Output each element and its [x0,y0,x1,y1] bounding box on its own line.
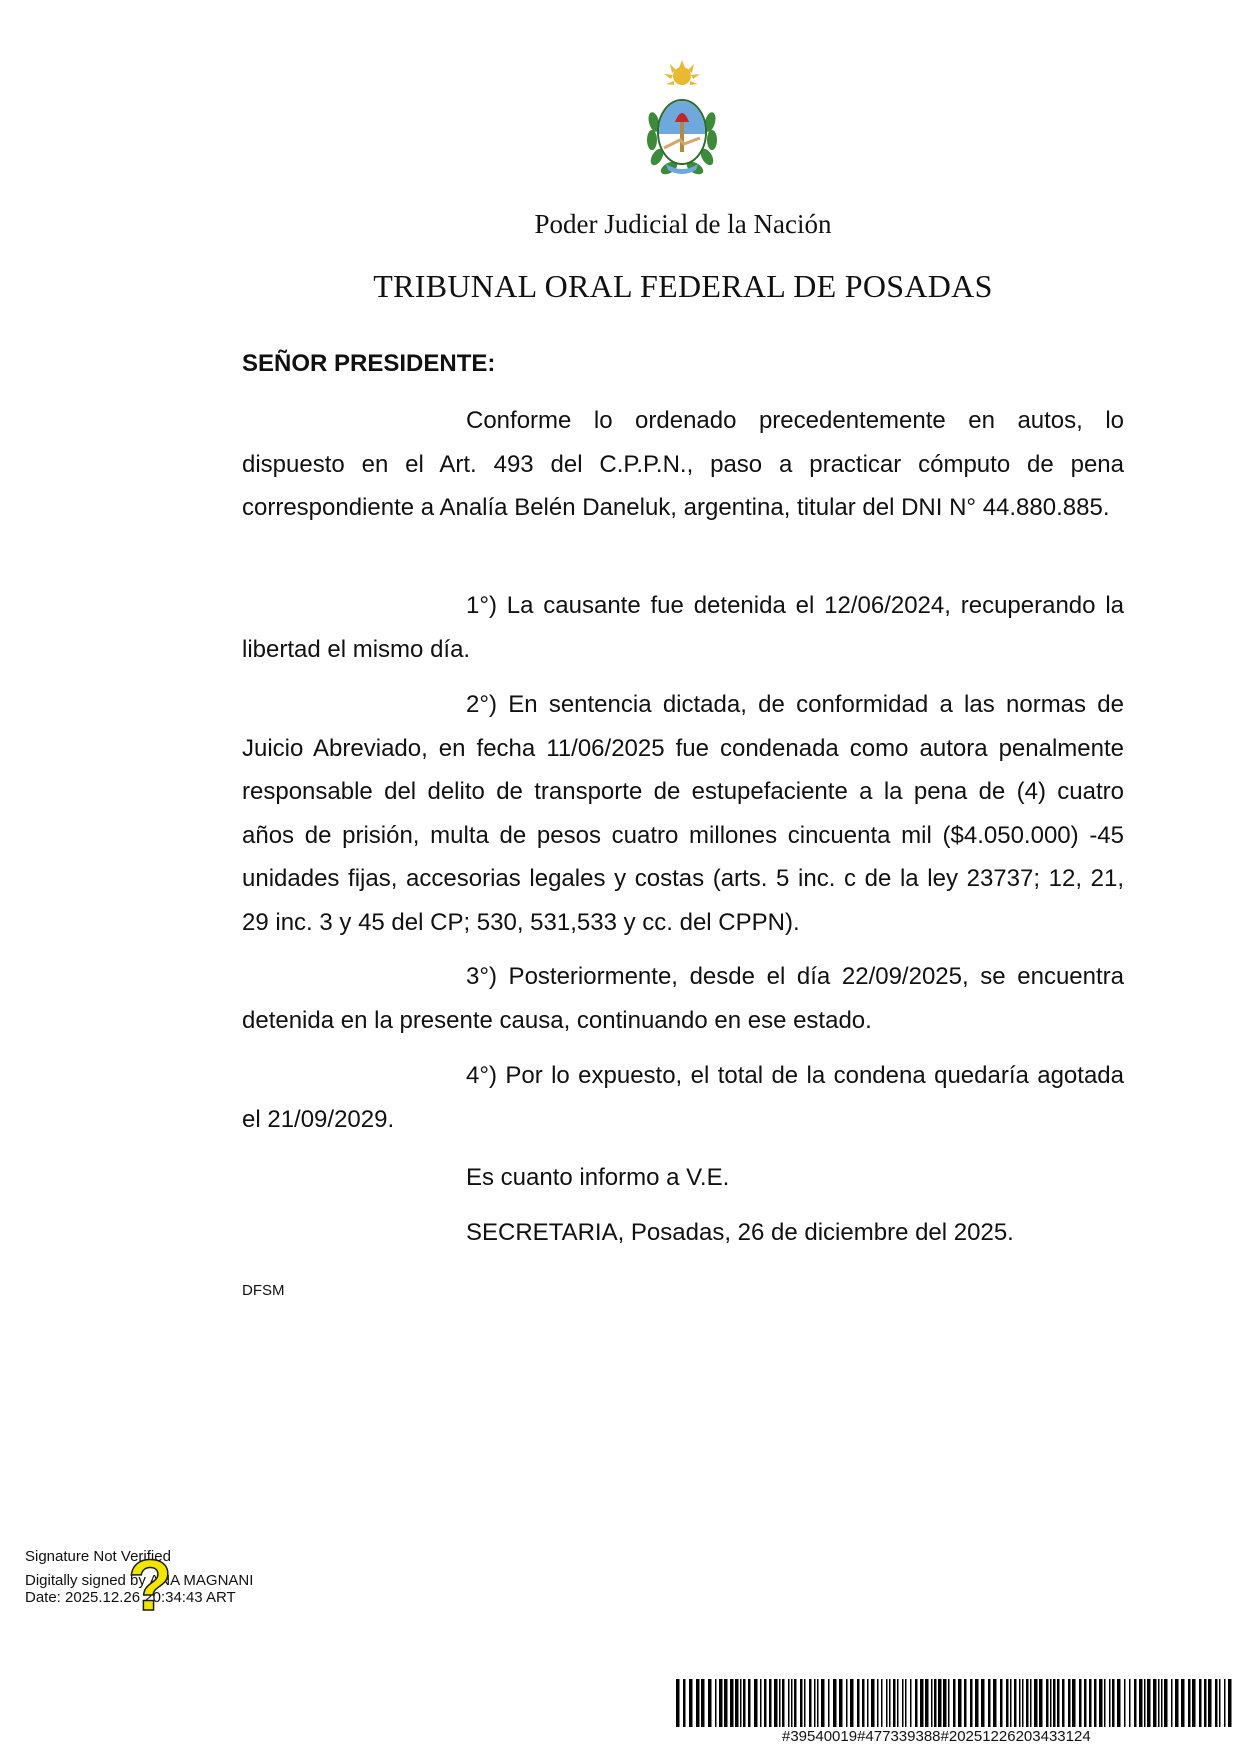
salutation: SEÑOR PRESIDENTE: [242,350,496,377]
signature-date: Date: 2025.12.26 20:34:43 ART [25,1589,236,1606]
barcode-bar [1181,1679,1185,1727]
barcode-bar [1099,1679,1103,1727]
barcode-bar [708,1679,712,1727]
barcode-bar [1022,1679,1024,1727]
barcode-bar [1124,1679,1126,1727]
signature-status: Signature Not Verified [25,1548,171,1565]
barcode-bar [1034,1679,1038,1727]
institution-name: Poder Judicial de la Nación [534,209,832,239]
barcode-bar [938,1679,942,1727]
barcode-bar [828,1679,830,1727]
signature-signer: Digitally signed by ANA MAGNANI [25,1572,254,1589]
barcode-bar [975,1679,979,1727]
barcode-bar [782,1679,785,1727]
barcode-bar [839,1679,843,1727]
barcode-bar [1094,1679,1097,1727]
barcode-bar [867,1679,869,1727]
paragraph-intro: Conforme lo ordenado precedentemente en autos, lo dispuesto en el Art. 493 del C.P.P.N., paso a practicar cómputo de pena correspondiente a Analía Belén Daneluk, argentina, titular del DNI N° 44.880.885. [242,407,1124,521]
barcode-bar [1153,1679,1157,1727]
barcode-bar [1228,1679,1232,1727]
barcode-bar [1062,1679,1065,1727]
barcode-text: #39540019#477339388#20251226203433124 [782,1728,1091,1745]
barcode-bar [1089,1679,1092,1727]
barcode-bar [920,1679,924,1727]
court-name: TRIBUNAL ORAL FEDERAL DE POSADAS [373,268,993,304]
barcode-bar [1046,1679,1049,1727]
barcode-bar [1068,1679,1071,1727]
barcode-bar [943,1679,947,1727]
barcode-bar [748,1679,751,1727]
barcode-bar [696,1679,700,1727]
barcode-bar [981,1679,985,1727]
barcode-bar [1050,1679,1052,1727]
barcode-bar [964,1679,967,1727]
barcode-bar [1039,1679,1043,1727]
barcode-bar [1219,1679,1221,1727]
barcode-bar [1010,1679,1012,1727]
barcode-bar [730,1679,734,1727]
barcode-bar [1129,1679,1131,1727]
barcode-bar [791,1679,793,1727]
barcode-bar [735,1679,739,1727]
barcode-bar [764,1679,767,1727]
barcode-bar [1104,1679,1106,1727]
barcode-bar [676,1679,680,1727]
barcode-bar [993,1679,997,1727]
barcode-bar [774,1679,778,1727]
barcode-bar [970,1679,973,1727]
barcode-bar [1215,1679,1218,1727]
barcode-bar [1019,1679,1021,1727]
barcode-bar [1224,1679,1226,1727]
barcode-bar [1134,1679,1137,1727]
barcode-bar [1204,1679,1207,1727]
barcode-bar [743,1679,746,1727]
barcode-bar [1192,1679,1196,1727]
barcode-bar [833,1679,837,1727]
barcode-bar [905,1679,907,1727]
barcode-bar [902,1679,904,1727]
barcode-bar [1109,1679,1111,1727]
barcode-bar [1139,1679,1143,1727]
barcode-bar [683,1679,686,1727]
barcode-bar [1171,1679,1173,1727]
barcode-bar [871,1679,875,1727]
barcode-bar [850,1679,854,1727]
barcode-bar [1188,1679,1191,1727]
barcode-bar [958,1679,962,1727]
barcode-bar [862,1679,865,1727]
barcode-bar [719,1679,723,1727]
paragraph-4: 4°) Por lo expuesto, el total de la condena quedaría agotada el 21/09/2029. [242,1062,1124,1133]
barcode-bar [1208,1679,1212,1727]
barcode-bar [1057,1679,1060,1727]
barcode-bar [1072,1679,1076,1727]
paragraph-1: 1°) La causante fue detenida el 12/06/2024, recuperando la libertad el mismo día. [242,592,1124,663]
barcode-bar [779,1679,781,1727]
barcode-bar [877,1679,879,1727]
paragraph-3: 3°) Posteriormente, desde el día 22/09/2025, se encuentra detenida en la presente causa, continuando en ese estado. [242,963,1124,1034]
closing-line: Es cuanto informo a V.E. [466,1164,730,1191]
argentine-coat-of-arms-icon [644,60,720,178]
barcode-bar [769,1679,772,1727]
barcode-bar [821,1679,825,1727]
barcode-bar [1014,1679,1017,1727]
svg-text:?: ? [128,1548,172,1618]
barcode-bar [1199,1679,1202,1727]
barcode-bar [925,1679,929,1727]
barcode-bar [817,1679,819,1727]
barcode-bar [897,1679,899,1727]
barcode-bar [931,1679,933,1727]
barcode-bar [948,1679,950,1727]
barcode-bar [1053,1679,1056,1727]
barcode-bar [857,1679,860,1727]
barcode-bar [1175,1679,1179,1727]
barcode-bar [846,1679,848,1727]
barcode-bar [1006,1679,1009,1727]
barcode-bar [715,1679,717,1727]
barcode-bar [1030,1679,1032,1727]
barcode-icon [674,1679,1234,1727]
barcode-bar [953,1679,956,1727]
barcode-bar [1084,1679,1087,1727]
barcode-bar [1026,1679,1029,1727]
barcode-bar [760,1679,762,1727]
barcode-bar [934,1679,937,1727]
place-date: SECRETARIA, Posadas, 26 de diciembre del 2025. [466,1219,1014,1246]
barcode-bar [889,1679,891,1727]
barcode-bar [689,1679,693,1727]
barcode-bar [881,1679,883,1727]
barcode-bar [809,1679,812,1727]
barcode-bar [701,1679,705,1727]
paragraph-2: 2°) En sentencia dictada, de conformidad a las normas de Juicio Abreviado, en fecha 11/06/2025 fue condenada como autora penalmente responsable del delito de transporte de estupefaciente a la pena de (4) cuatro años de prisión, multa de pesos cuatro millones cincuenta mil ($4.050.000) -45 unidades fijas, accesorias legales y costas (arts. 5 inc. c de la ley 23737; 12, 21, 29 inc. 3 y 45 del CP; 530, 531,533 y cc. del CPPN). [242,691,1124,936]
barcode-bar [1144,1679,1146,1727]
barcode-bar [1112,1679,1115,1727]
barcode-bar [1117,1679,1121,1727]
barcode-bar [1161,1679,1163,1727]
barcode-bar [804,1679,806,1727]
barcode-bar [814,1679,816,1727]
barcode-bar [1000,1679,1003,1727]
barcode-bar [740,1679,742,1727]
barcode-bar [1079,1679,1082,1727]
barcode-bar [788,1679,790,1727]
barcode-bar [988,1679,991,1727]
barcode-bar [915,1679,918,1727]
barcode-bar [754,1679,758,1727]
barcode-bar [1158,1679,1160,1727]
author-initials: DFSM [242,1282,285,1299]
barcode-bar [800,1679,803,1727]
question-mark-icon [124,1548,176,1618]
barcode-bar [893,1679,896,1727]
barcode-bar [910,1679,912,1727]
barcode-bar [886,1679,888,1727]
barcode-bar [1164,1679,1168,1727]
barcode-bar [794,1679,797,1727]
barcode-bar [724,1679,728,1727]
barcode-bar [1147,1679,1151,1727]
